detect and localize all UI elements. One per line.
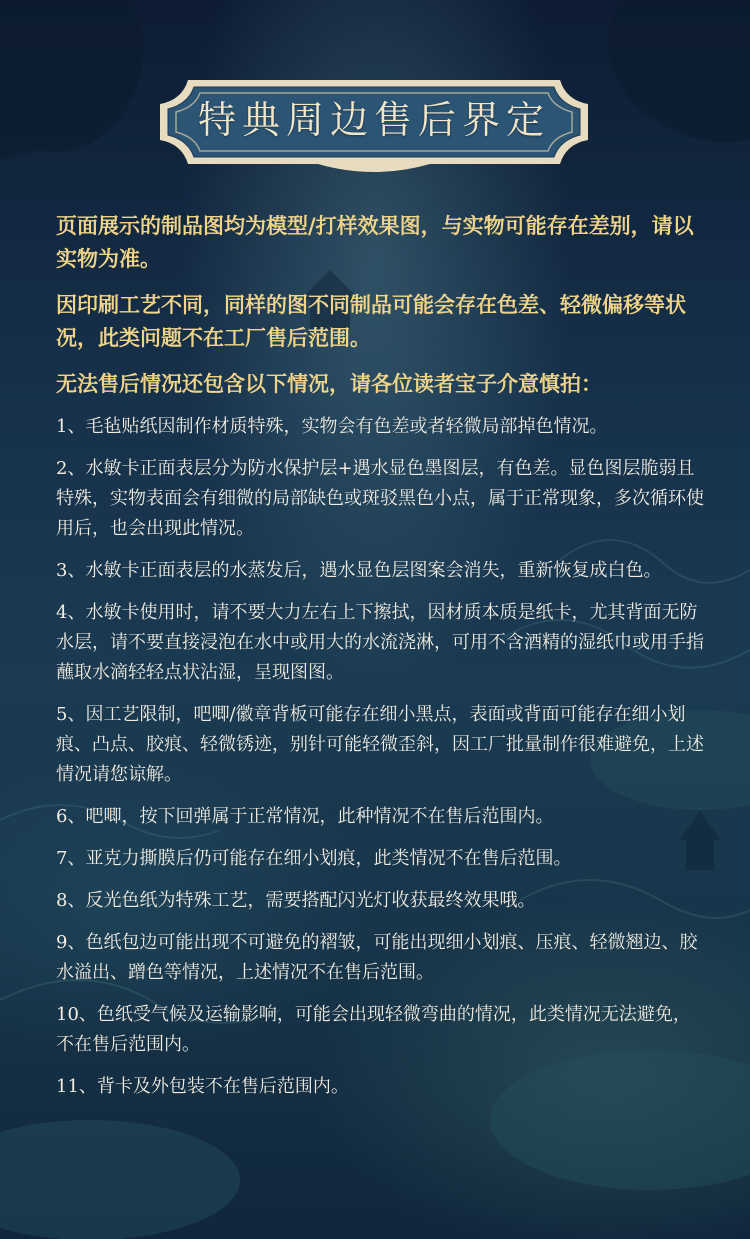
list-item: 8、反光色纸为特殊工艺，需要搭配闪光灯收获最终效果哦。 (56, 890, 536, 911)
list-item: 10、色纸受气候及运输影响，可能会出现轻微弯曲的情况，此类情况无法避免，不在售后范围内。 (56, 1004, 691, 1055)
list-item: 2、水敏卡正面表层分为防水保护层+遇水显色墨图层，有色差。显色图层脆弱且特殊，实物表面会有细微的局部缺色或斑驳黑色小点，属于正常现象，多次循环使用后，也会出现此情况。 (56, 458, 704, 539)
intro-paragraph: 因印刷工艺不同，同样的图不同制品可能会存在色差、轻微偏移等状况，此类问题不在工厂售后范围。 (56, 292, 686, 350)
list-item: 7、亚克力撕膜后仍可能存在细小划痕，此类情况不在售后范围。 (56, 848, 572, 869)
list-item: 1、毛毡贴纸因制作材质特殊，实物会有色差或者轻微局部掉色情况。 (56, 416, 608, 437)
notice-content (56, 209, 704, 1114)
list-item: 11、背卡及外包装不在售后范围内。 (56, 1076, 349, 1097)
list-item: 3、水敏卡正面表层的水蒸发后，遇水显色层图案会消失，重新恢复成白色。 (56, 560, 662, 581)
intro-paragraph: 页面展示的制品图均为模型/打样效果图，与实物可能存在差别，请以实物为准。 (56, 213, 694, 271)
list-item: 9、色纸包边可能出现不可避免的褶皱，可能出现细小划痕、压痕、轻微翘边、胶水溢出、蹭色等情况，上述情况不在售后范围。 (56, 932, 698, 983)
list-item: 6、吧唧，按下回弹属于正常情况，此种情况不在售后范围内。 (56, 806, 554, 827)
intro-paragraph: 无法售后情况还包含以下情况，请各位读者宝子介意慎拍： (56, 371, 602, 396)
page-title: 特典周边售后界定 (197, 97, 550, 142)
list-item: 5、因工艺限制，吧唧/徽章背板可能存在细小黑点，表面或背面可能存在细小划痕、凸点、胶痕、轻微锈迹，别针可能轻微歪斜，因工厂批量制作很难避免，上述情况请您谅解。 (56, 704, 704, 785)
list-item: 4、水敏卡使用时，请不要大力左右上下擦拭，因材质本质是纸卡，尤其背面无防水层，请不要直接浸泡在水中或用大的水流浇淋，可用不含酒精的湿纸巾或用手指蘸取水滴轻轻点状沾湿，呈现图图。 (56, 602, 704, 683)
